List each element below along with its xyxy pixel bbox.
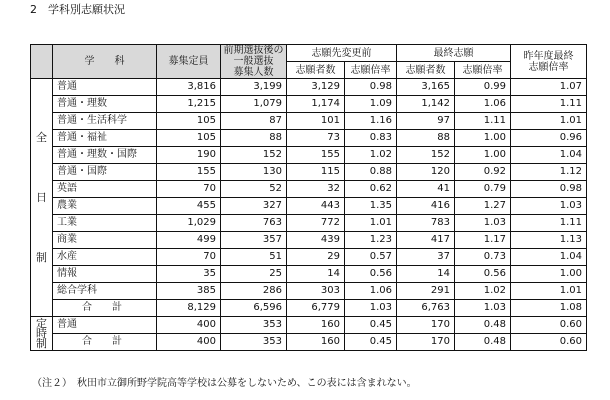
- general-quota-cell: 327: [221, 198, 287, 215]
- capacity-cell: 105: [157, 113, 221, 130]
- final-applicants-cell: 3,165: [397, 79, 455, 96]
- subject-name: 普通・福祉: [53, 130, 157, 147]
- final-ratio-cell: 0.56: [455, 266, 511, 283]
- pre-applicants-cell: 73: [287, 130, 345, 147]
- capacity-cell: 1,029: [157, 215, 221, 232]
- subject-name: 普通: [53, 317, 157, 334]
- general-quota-cell: 3,199: [221, 79, 287, 96]
- header-prev-line2: 志願倍率: [528, 61, 569, 73]
- general-quota-cell: 6,596: [221, 300, 287, 317]
- final-applicants-cell: 88: [397, 130, 455, 147]
- pre-applicants-cell: 3,129: [287, 79, 345, 96]
- pre-applicants-cell: 160: [287, 334, 345, 351]
- table-row: [31, 181, 587, 198]
- capacity-cell: 70: [157, 181, 221, 198]
- pre-ratio-cell: 0.83: [345, 130, 397, 147]
- prev-ratio-cell: 0.98: [511, 181, 587, 198]
- final-applicants-cell: 417: [397, 232, 455, 249]
- pre-ratio-cell: 1.01: [345, 215, 397, 232]
- footnote: （注２） 秋田市立御所野学院高等学校は公募をしないため、この表には含まれない。: [32, 378, 417, 389]
- pre-applicants-cell: 29: [287, 249, 345, 266]
- subject-name: 商業: [53, 232, 157, 249]
- pre-applicants-cell: 6,779: [287, 300, 345, 317]
- prev-ratio-cell: 0.60: [511, 334, 587, 351]
- final-ratio-cell: 0.79: [455, 181, 511, 198]
- category-char: 制: [36, 336, 47, 350]
- capacity-cell: 155: [157, 164, 221, 181]
- pre-applicants-cell: 772: [287, 215, 345, 232]
- capacity-cell: 499: [157, 232, 221, 249]
- pre-ratio-cell: 0.45: [345, 317, 397, 334]
- pre-applicants-cell: 14: [287, 266, 345, 283]
- prev-ratio-cell: 0.96: [511, 130, 587, 147]
- final-applicants-cell: 6,763: [397, 300, 455, 317]
- subject-name: 英語: [53, 181, 157, 198]
- pre-applicants-cell: 155: [287, 147, 345, 164]
- table-row: [31, 300, 587, 317]
- pre-ratio-cell: 1.16: [345, 113, 397, 130]
- subject-name: 普通・国際: [53, 164, 157, 181]
- pre-ratio-cell: 0.56: [345, 266, 397, 283]
- header-subject: 学 科: [53, 45, 157, 79]
- table-row: [31, 266, 587, 283]
- subject-name: 普通・理数: [53, 96, 157, 113]
- total-label: 合 計: [53, 300, 157, 317]
- final-applicants-cell: 37: [397, 249, 455, 266]
- capacity-cell: 455: [157, 198, 221, 215]
- header-final-applicants: 志願者数: [397, 62, 455, 79]
- pre-ratio-cell: 1.35: [345, 198, 397, 215]
- subject-name: 農業: [53, 198, 157, 215]
- header-general-line3: 募集人数: [233, 67, 274, 78]
- header-final: 最終志願: [397, 45, 511, 62]
- final-applicants-cell: 14: [397, 266, 455, 283]
- final-ratio-cell: 1.02: [455, 283, 511, 300]
- final-applicants-cell: 97: [397, 113, 455, 130]
- pre-applicants-cell: 160: [287, 317, 345, 334]
- category-char: 制: [36, 250, 47, 264]
- table-header: [31, 45, 587, 79]
- final-applicants-cell: 783: [397, 215, 455, 232]
- pre-ratio-cell: 0.88: [345, 164, 397, 181]
- table-wrapper: [30, 44, 586, 351]
- general-quota-cell: 52: [221, 181, 287, 198]
- prev-ratio-cell: 0.60: [511, 317, 587, 334]
- category-char: 定: [36, 316, 47, 330]
- total-label: 合 計: [53, 334, 157, 351]
- table-row: [31, 198, 587, 215]
- header-general-line1: 前期選抜後の: [223, 45, 284, 56]
- header-final-ratio: 志願倍率: [455, 62, 511, 79]
- capacity-cell: 3,816: [157, 79, 221, 96]
- pre-applicants-cell: 303: [287, 283, 345, 300]
- header-general-selection: [221, 45, 287, 79]
- final-ratio-cell: 1.06: [455, 96, 511, 113]
- prev-ratio-cell: 1.07: [511, 79, 587, 96]
- prev-ratio-cell: 1.13: [511, 232, 587, 249]
- pre-ratio-cell: 0.98: [345, 79, 397, 96]
- final-ratio-cell: 1.00: [455, 147, 511, 164]
- final-applicants-cell: 120: [397, 164, 455, 181]
- final-applicants-cell: 152: [397, 147, 455, 164]
- general-quota-cell: 286: [221, 283, 287, 300]
- category-zennichi: [31, 79, 53, 317]
- subject-name: 工業: [53, 215, 157, 232]
- pre-ratio-cell: 1.06: [345, 283, 397, 300]
- subject-name: 普通: [53, 79, 157, 96]
- capacity-cell: 105: [157, 130, 221, 147]
- table-row: [31, 334, 587, 351]
- header-capacity: 募集定員: [157, 45, 221, 79]
- header-prev-line1: 昨年度最終: [523, 50, 574, 62]
- general-quota-cell: 25: [221, 266, 287, 283]
- final-ratio-cell: 0.48: [455, 334, 511, 351]
- capacity-cell: 385: [157, 283, 221, 300]
- pre-applicants-cell: 443: [287, 198, 345, 215]
- header-before-ratio: 志願倍率: [345, 62, 397, 79]
- subject-name: 総合学科: [53, 283, 157, 300]
- capacity-cell: 1,215: [157, 96, 221, 113]
- header-prev-ratio: [511, 45, 587, 79]
- table-body: [31, 79, 587, 351]
- pre-ratio-cell: 0.45: [345, 334, 397, 351]
- prev-ratio-cell: 1.11: [511, 215, 587, 232]
- final-ratio-cell: 1.17: [455, 232, 511, 249]
- final-applicants-cell: 41: [397, 181, 455, 198]
- general-quota-cell: 87: [221, 113, 287, 130]
- header-before-applicants: 志願者数: [287, 62, 345, 79]
- capacity-cell: 35: [157, 266, 221, 283]
- pre-ratio-cell: 0.57: [345, 249, 397, 266]
- page-title: 2 学科別志願状況: [30, 3, 125, 16]
- prev-ratio-cell: 1.00: [511, 266, 587, 283]
- general-quota-cell: 357: [221, 232, 287, 249]
- header-before-change: 志願先変更前: [287, 45, 397, 62]
- pre-ratio-cell: 1.03: [345, 300, 397, 317]
- general-quota-cell: 88: [221, 130, 287, 147]
- final-ratio-cell: 1.11: [455, 113, 511, 130]
- final-ratio-cell: 0.48: [455, 317, 511, 334]
- general-quota-cell: 152: [221, 147, 287, 164]
- category-teiji: [31, 317, 53, 351]
- table-row: [31, 249, 587, 266]
- final-applicants-cell: 170: [397, 334, 455, 351]
- capacity-cell: 190: [157, 147, 221, 164]
- general-quota-cell: 353: [221, 317, 287, 334]
- capacity-cell: 400: [157, 317, 221, 334]
- subject-name: 普通・理数・国際: [53, 147, 157, 164]
- category-char: 全: [36, 130, 47, 144]
- prev-ratio-cell: 1.01: [511, 113, 587, 130]
- capacity-cell: 400: [157, 334, 221, 351]
- final-ratio-cell: 0.92: [455, 164, 511, 181]
- final-applicants-cell: 416: [397, 198, 455, 215]
- header-category-cell: [31, 45, 53, 79]
- prev-ratio-cell: 1.11: [511, 96, 587, 113]
- subject-name: 水産: [53, 249, 157, 266]
- pre-applicants-cell: 101: [287, 113, 345, 130]
- subject-name: 情報: [53, 266, 157, 283]
- general-quota-cell: 51: [221, 249, 287, 266]
- general-quota-cell: 1,079: [221, 96, 287, 113]
- pre-ratio-cell: 1.02: [345, 147, 397, 164]
- final-ratio-cell: 1.00: [455, 130, 511, 147]
- final-ratio-cell: 1.03: [455, 300, 511, 317]
- table-row: [31, 283, 587, 300]
- applications-table: [30, 44, 587, 351]
- prev-ratio-cell: 1.08: [511, 300, 587, 317]
- table-row: [31, 113, 587, 130]
- category-char: 日: [36, 190, 47, 204]
- final-ratio-cell: 1.27: [455, 198, 511, 215]
- prev-ratio-cell: 1.12: [511, 164, 587, 181]
- table-row: [31, 215, 587, 232]
- capacity-cell: 70: [157, 249, 221, 266]
- table-row: [31, 96, 587, 113]
- pre-ratio-cell: 0.62: [345, 181, 397, 198]
- pre-applicants-cell: 439: [287, 232, 345, 249]
- header-general-line2: 一般選抜: [233, 56, 274, 67]
- pre-applicants-cell: 32: [287, 181, 345, 198]
- table-row: [31, 130, 587, 147]
- pre-ratio-cell: 1.23: [345, 232, 397, 249]
- table-row: [31, 79, 587, 96]
- pre-ratio-cell: 1.09: [345, 96, 397, 113]
- category-char: 時: [36, 326, 47, 340]
- final-applicants-cell: 170: [397, 317, 455, 334]
- general-quota-cell: 353: [221, 334, 287, 351]
- final-ratio-cell: 0.73: [455, 249, 511, 266]
- subject-name: 普通・生活科学: [53, 113, 157, 130]
- table-row: [31, 147, 587, 164]
- pre-applicants-cell: 1,174: [287, 96, 345, 113]
- final-ratio-cell: 1.03: [455, 215, 511, 232]
- prev-ratio-cell: 1.03: [511, 198, 587, 215]
- table-row: [31, 317, 587, 334]
- pre-applicants-cell: 115: [287, 164, 345, 181]
- prev-ratio-cell: 1.01: [511, 283, 587, 300]
- prev-ratio-cell: 1.04: [511, 249, 587, 266]
- final-applicants-cell: 1,142: [397, 96, 455, 113]
- general-quota-cell: 763: [221, 215, 287, 232]
- general-quota-cell: 130: [221, 164, 287, 181]
- table-row: [31, 232, 587, 249]
- final-applicants-cell: 291: [397, 283, 455, 300]
- prev-ratio-cell: 1.04: [511, 147, 587, 164]
- capacity-cell: 8,129: [157, 300, 221, 317]
- table-row: [31, 164, 587, 181]
- final-ratio-cell: 0.99: [455, 79, 511, 96]
